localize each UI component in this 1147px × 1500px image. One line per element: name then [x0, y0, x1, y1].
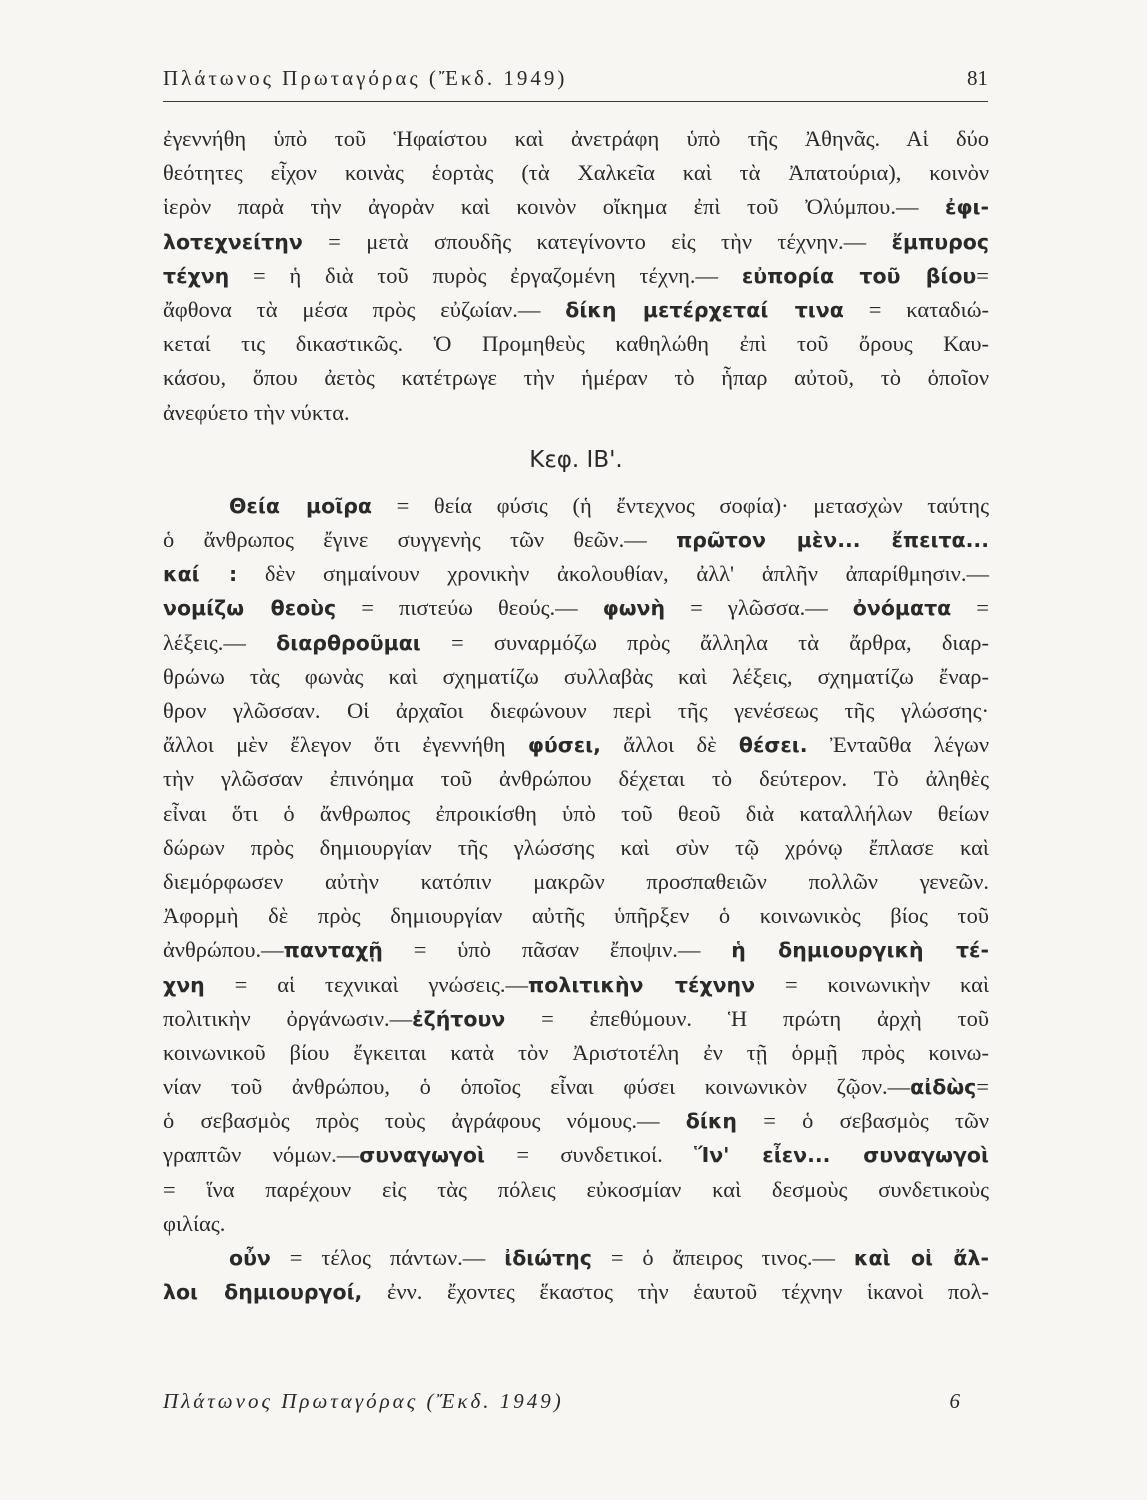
text-line	[163, 933, 989, 967]
text-run: ὁ ἄνθρωπος ἔγινε συγγενὴς τῶν θεῶν.—	[163, 527, 677, 553]
text-run: = συναρμόζω πρὸς ἄλληλα τὰ ἄρθρα, διαρ-	[420, 629, 989, 655]
lemma-term: πρῶτον μὲν... ἔπειτα...	[676, 528, 989, 553]
signature-line	[163, 1389, 988, 1414]
lemma-term: διαρθροῦμαι	[276, 630, 421, 655]
text-line	[163, 122, 989, 156]
lemma-term: Ἵν' εἶεν... συναγωγοὶ	[694, 1143, 989, 1168]
text-run: =	[976, 1074, 989, 1100]
text-line	[163, 1207, 989, 1241]
text-run: ἄλλοι δὲ	[600, 732, 739, 758]
text-run: Ἐνταῦθα λέγων	[807, 732, 989, 758]
lemma-term: πανταχῇ	[283, 938, 383, 963]
paragraph-3	[163, 1241, 989, 1309]
text-line	[163, 1173, 989, 1207]
lemma-term: ἔμπυρος	[891, 229, 989, 254]
text-run: = ἐπεθύμουν. Ἡ πρώτη ἀρχὴ τοῦ	[505, 1005, 990, 1031]
text-line	[163, 1275, 989, 1309]
text-line	[163, 626, 989, 660]
text-run: ἐγεννήθη ὑπὸ τοῦ Ἡφαίστου καὶ ἀνετράφη ὑπὸ τῆς Ἀθηνᾶς. Αἱ δύο	[163, 126, 989, 151]
lemma-term: θέσει.	[738, 733, 808, 758]
text-run: κεταί τις δικαστικῶς. Ὁ Προμηθεὺς καθηλώθη ἐπὶ τοῦ ὄρους Καυ-	[163, 331, 989, 357]
text-run: πολιτικὴν ὀργάνωσιν.—	[163, 1005, 413, 1031]
text-line	[163, 968, 989, 1002]
text-line	[163, 1241, 989, 1275]
text-run: δὲν σημαίνουν χρονικὴν ἀκολουθίαν, ἀλλ' ἁπλῆν ἀπαρίθμησιν.—	[237, 561, 989, 587]
text-line	[163, 1002, 989, 1036]
lemma-term: χνη	[163, 972, 205, 997]
lemma-term: καὶ οἱ ἄλ-	[853, 1246, 990, 1270]
text-run: λέξεις.—	[163, 629, 277, 655]
lemma-term: συναγωγοὶ	[359, 1143, 485, 1168]
lemma-term: δίκη	[685, 1109, 737, 1134]
text-run: ἀνθρώπου.—	[163, 937, 284, 963]
header-rule	[163, 101, 988, 102]
lemma-term: δίκη μετέρχεταί τινα	[565, 297, 844, 322]
text-line	[163, 361, 989, 395]
page-number: 81	[967, 66, 988, 90]
chapter-heading: Κεφ. ΙΒ'.	[529, 446, 623, 473]
text-run: =	[951, 595, 989, 621]
paragraph-1	[163, 122, 989, 430]
lemma-term: ἰδιώτης	[504, 1246, 592, 1270]
text-run: = αἱ τεχνικαὶ γνώσεις.—	[204, 971, 529, 997]
text-run: = γλῶσσα.—	[665, 595, 853, 621]
text-line	[163, 591, 989, 625]
lemma-term: καί :	[163, 562, 238, 587]
lemma-term: φύσει,	[527, 733, 601, 758]
text-run: ἄλλοι μὲν ἔλεγον ὅτι ἐγεννήθη	[163, 732, 528, 758]
text-run: ὁ σεβασμὸς πρὸς τοὺς ἀγράφους νόμους.—	[163, 1108, 686, 1134]
text-line	[163, 660, 989, 694]
text-line	[163, 557, 989, 591]
lemma-term: εὐπορία τοῦ βίου	[741, 263, 977, 288]
paragraph-2	[163, 489, 989, 1241]
text-run: = κοινωνικὴν καὶ	[755, 971, 990, 997]
text-run: = ἡ διὰ τοῦ πυρὸς ἐργαζομένη τέχνη.—	[229, 262, 742, 288]
lemma-term: οὖν	[229, 1246, 271, 1270]
text-line	[163, 523, 989, 557]
text-run: εἶναι ὅτι ὁ ἄνθρωπος ἐπροικίσθη ὑπὸ τοῦ θεοῦ διὰ καταλλήλων θείων	[163, 800, 989, 826]
text-run: = ὑπὸ πᾶσαν ἔποψιν.—	[382, 937, 732, 963]
text-line	[163, 831, 989, 865]
text-run: ἄφθονα τὰ μέσα πρὸς εὐζωίαν.—	[163, 296, 566, 322]
signature-mark: 6	[949, 1389, 960, 1413]
text-run: γραπτῶν νόμων.—	[163, 1142, 360, 1168]
text-line	[163, 1104, 989, 1138]
text-run: νίαν τοῦ ἀνθρώπου, ὁ ὁποῖος εἶναι φύσει κοινωνικὸν ζῷον.—	[163, 1074, 911, 1100]
text-run: = ὁ ἄπειρος τινος.—	[591, 1245, 854, 1270]
lemma-term: πολιτικὴν τέχνην	[528, 972, 756, 997]
text-run: =	[976, 262, 989, 288]
lemma-term: λοι δημιουργοί,	[163, 1280, 363, 1305]
text-run: = πιστεύω θεούς.—	[336, 595, 603, 621]
text-run: θεότητες εἶχον κοινὰς ἑορτὰς (τὰ Χαλκεῖα καὶ τὰ Ἀπατούρια), κοινὸν	[163, 160, 989, 186]
text-run: = ὁ σεβασμὸς τῶν	[737, 1108, 989, 1134]
text-line	[163, 1036, 989, 1070]
text-line	[163, 156, 989, 190]
text-line	[163, 190, 989, 224]
lemma-term: ἐφι-	[945, 195, 989, 220]
text-run: = καταδιώ-	[843, 296, 990, 322]
text-line	[163, 259, 989, 293]
text-run: ἱερὸν παρὰ τὴν ἀγορὰν καὶ κοινὸν οἴκημα ἐπὶ τοῦ Ὀλύμπου.—	[163, 194, 946, 220]
text-line	[163, 728, 989, 762]
text-line	[163, 797, 989, 831]
text-run: κάσου, ὅπου ἀετὸς κατέτρωγε τὴν ἡμέραν τὸ ἧπαρ αὐτοῦ, τὸ ὁποῖον	[163, 365, 989, 391]
lemma-term: νομίζω θεοὺς	[163, 596, 337, 621]
text-line	[163, 694, 989, 728]
text-line	[163, 293, 989, 327]
text-run: = ἵνα παρέχουν εἰς τὰς πόλεις εὐκοσμίαν καὶ δεσμοὺς συνδετικοὺς	[163, 1176, 989, 1202]
lemma-term: λοτεχνείτην	[163, 229, 303, 254]
text-run: τὴν γλῶσσαν ἐπινόημα τοῦ ἀνθρώπου δέχεται τὸ δεύτερον. Τὸ ἀληθὲς	[163, 766, 989, 792]
lemma-term: ὀνόματα	[852, 596, 952, 621]
text-run: φιλίας.	[163, 1210, 226, 1236]
text-run: δώρων πρὸς δημιουργίαν τῆς γλώσσης καὶ σὺν τῷ χρόνῳ ἔπλασε καὶ	[163, 834, 989, 860]
lemma-term: ἡ δημιουργικὴ τέ-	[731, 938, 989, 963]
text-line	[163, 899, 989, 933]
text-run: θρον γλῶσσαν. Οἱ ἀρχαῖοι διεφώνουν περὶ τῆς γενέσεως τῆς γλώσσης·	[163, 698, 989, 723]
text-line	[163, 1070, 989, 1104]
text-run: θρώνω τὰς φωνὰς καὶ σχηματίζω συλλαβὰς καὶ λέξεις, σχηματίζω ἔναρ-	[163, 663, 989, 689]
text-line	[163, 327, 989, 361]
lemma-term: τέχνη	[163, 263, 230, 288]
text-line	[163, 762, 989, 796]
text-run: Ἀφορμὴ δὲ πρὸς δημιουργίαν αὐτῆς ὑπῆρξεν ὁ κοινωνικὸς βίος τοῦ	[163, 903, 989, 929]
text-run: = τέλος πάντων.—	[270, 1245, 505, 1270]
lemma-term: αἰδὼς	[910, 1075, 977, 1100]
text-line	[163, 396, 989, 430]
text-run: διεμόρφωσεν αὐτὴν κατόπιν μακρῶν προσπαθειῶν πολλῶν γενεῶν.	[163, 868, 989, 894]
text-run: ἀνεφύετο τὴν νύκτα.	[163, 399, 350, 425]
text-run: = συνδετικοί.	[484, 1142, 695, 1168]
text-line	[163, 225, 989, 259]
text-line	[163, 1138, 989, 1172]
text-line	[163, 489, 989, 523]
text-run: = μετὰ σπουδῆς κατεγίνοντο εἰς τὴν τέχνην.—	[302, 228, 892, 254]
text-run: = θεία φύσις (ἡ ἔντεχνος σοφία)· μετασχὼν ταύτης	[371, 492, 989, 518]
lemma-term: ἐζήτουν	[412, 1006, 506, 1031]
running-title: Πλάτωνος Πρωταγόρας (Ἔκδ. 1949)	[163, 66, 568, 90]
text-line	[163, 865, 989, 899]
lemma-term: Θεία μοῖρα	[229, 493, 372, 518]
signature-title: Πλάτωνος Πρωταγόρας (Ἔκδ. 1949)	[163, 1389, 564, 1413]
lemma-term: φωνὴ	[602, 596, 666, 621]
text-run: ἐνν. ἔχοντες ἕκαστος τὴν ἑαυτοῦ τέχνην ἱκανοὶ πολ-	[362, 1279, 990, 1305]
page-body	[163, 122, 989, 1309]
running-head	[163, 66, 988, 91]
text-run: κοινωνικοῦ βίου ἔγκειται κατὰ τὸν Ἀριστοτέλη ἐν τῇ ὁρμῇ πρὸς κοινω-	[163, 1039, 989, 1065]
